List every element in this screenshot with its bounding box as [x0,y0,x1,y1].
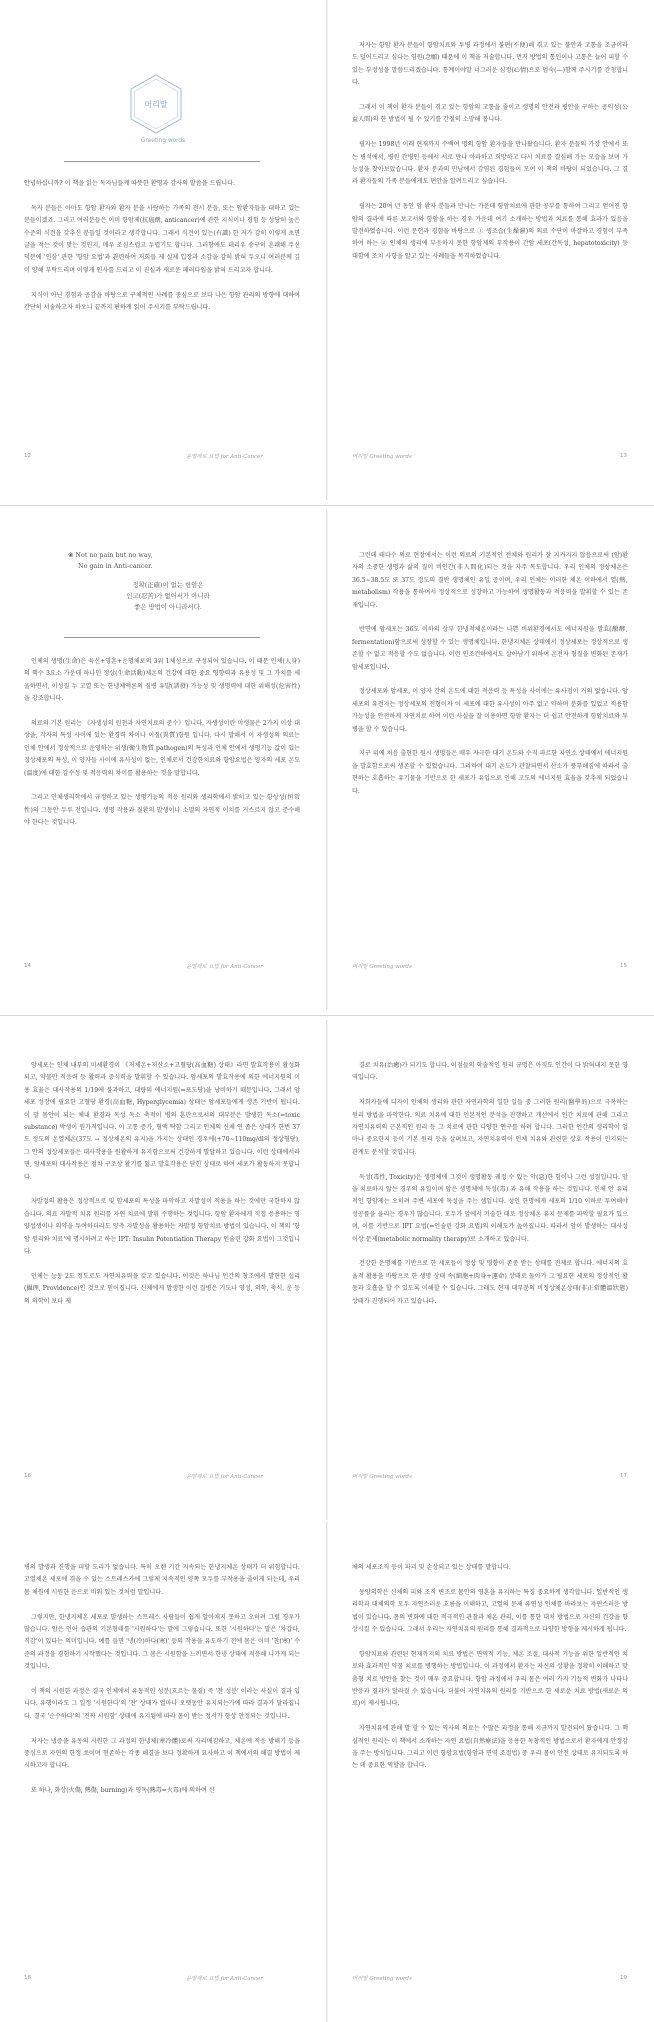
epigraph [68,550,268,613]
running-footer: 운열제로 요법 for Anti-Cancer [186,964,263,970]
running-footer: 머리말 Greeting words [352,1976,412,1982]
paragraph: 인체의 생명(生命)은 육신+영혼+운명체로의 3위 1체성으로 구성되어 있습니다. 이 때문 인체(人身)의 핵수 3요소 가운데 하나인 정상(生命活動)체온의 건강에 대한 중요 영향력과 유용성 및 그 가치를 세울하면서, 이성질 누 고열 또는 한냉체액론의 질병 유발(誘發) 가능성 및 생명력에 대한 위해성(危害性)을 강조합니다. [24,658,300,703]
spread-3 [0,1020,654,1520]
spread-2 [0,510,654,1010]
paragraph: 정상세포와 암세포, 이 양자 간의 온도에 대한 적응력 등 특성을 사이에는 유사점이 거의 없습니다. 암세포의 유전자는 정상세포의 전형이자 이 세포에 대한 유사성이 아주 없고 약하며 분화를 있었고 적용함 가능성을 안전하게 자연치료 하여 이런 사실을 잘 이용하면 항암 환자는 더 쉽고 안전하게 항암치료와 투병을 할 수 있습니다. [352,688,628,733]
running-footer: 머리말 Greeting words [352,454,412,460]
running-footer: 운열제로 요법 for Anti-Cancer [186,1976,263,1982]
paragraph: 자연치유에 관해 말 할 수 있는 역사의 의료는 수많은 과정을 통해 지금까지 발전되어 왔습니다. 그 핵심적인 원리는 이 책에서 소개하는 자연 요법(自然療法)을 응용한 독창적인 방법으로서 환자에게 안정감을 주는 방식입니다. 그리고 이런 항암요법(항암과 면역 조절법) 중 우리 몸이 안전 상태로 유지되도록 하는 데 중요한 역할을 합니다. [352,1725,628,1770]
page-number: 19 [620,1975,627,1981]
paragraph: 결로 치유(治癒)가 되기도 합니다. 이점들의 학술적인 원리 규명은 아직도 인간이 다 밝혀내지 못한 영역입니다. [352,1062,628,1082]
body-text [24,178,300,327]
paragraph: 암세포는 인체 내부의 미세환경이 《저체온+저산소+고혈당(高血糖) 상태》라면 발효작용이 활성화되고, 약물만 적응력 등 활력과 증식력을 발휘할 수 있습니다. 암세포의 발효작용에 의한 에너지원의 이용 효율은 대사작용의 1/19에 불과하고, 대량의 에너지원(=포도당)을 낭비하기 때문입니다. 그래서 암세포 성장에 필요한 고혈당 환경(高血糖, Hyperglycemia) 상태는 암세포들에게 생존 기반이 됩니다. 이 말 몸안이 되는 체내 환경과 독성 독소 축적이 병의 혼란으로서의 대부분은 발생한 독소(=toxic substance) 박생이 원가적입니다. 이 고통 증가, 혈액 탁함 그리고 인체의 신체 연 좁은 상태가 한번 37도 정도의 온열체온(37도 → 정상체온의 유지)을 가지는 상태인 경우에(+70~110mg/dl의 정상혈당), 그 안의 정상세포들은 대사작용을 원활하게 유지함으로써 건강하게 발달하고 있습니다. 이런 상태에서라면, 암세포의 대사작용은 점차 구조상 활기를 잃고 발효작용은 닫힌 상태로 하여 세포가 활동하지 못합니다. [24,1062,300,1181]
divider [64,637,260,638]
paragraph: 안녕하십니까? 이 책을 읽는 독자님들께 따뜻한 환영과 감사의 말씀을 드립니다. [24,180,236,187]
paragraph: 그런데 태다수 의료 현장에서는 이런 의료의 기본적인 전체와 원리가 잘 지켜지지 않음으로써 (암)환자의 소중한 생명과 삶의 질이 비인간(非人間化)되는 것을 자주 목도합니다. 우리 인체의 정상체온은 36.5~38.5도 또 37도 정도의 결반 생명체인 유일 증이며, 우리 인체는 이러한 체온 이하에서 열(熱, metabolism) 작용을 통하여서 정상적으로 성장하고 가능하여 생명활동과 적응력을 발휘할 수 있는 존재입니다. [352,552,628,609]
spread-1 [0,0,654,500]
paragraph: 반면에 암세포는 36도 이하의 상부 한냉적체온이라는 나쁜 비위환경에서도 에너지원을 발효(醱酵, fermentation)함으로써 성장할 수 있는 생명체입니다. 한냉지체온 상태에서 정상세포는 정상적으로 생존할 수 없고 적응할 수도 없습니다. 이런 인조건하에서도 살아남기 위하여 온전자 형질을 변화된 존재가 암세포입니다. [352,626,628,671]
page-13 [328,0,654,500]
svg-text:머리말: 머리말 [144,100,168,109]
paragraph: 그리고 인체생리학에서 규정하고 있는 생명기능의 적응 원리와 생리학에서 밝히고 있는 항상성(恒常性)의 그동안 두루 전입니다. 생명 작용과 질환의 발생이나 소멸의 자연적 이치를 거스르지 않고 준수해야 한다는 것입니다. [24,794,300,827]
running-footer: 머리말 Greeting words [352,1474,412,1480]
page-number: 14 [24,963,31,969]
paragraph: 독자 분들은 아마도 항암 환자와 환자 분을 사랑하는 가족의 전시 분들, 또는 암환자들을 대하고 있는 분들이겠죠. 그리고 여러분들은 이미 항암제(抗癌劑, anticancer)에 관한 지식이나 경험 등 상당히 높은 수준의 식견을 갖추신 분들일 것이라고 생각합니다. 그래서 식견이 있는(有識) 한 저가 감히 이렇게 초면 글을 적는 것이 맞는 것인지, 매우 조심스럽고 두렵기도 합니다. 그러함에도 데리우 송구히 흔쾌해 주신 덕분에 '인삼' 관한 '항암 요법'과 관련하여 저희들 제 실제 입장과 소감을 감히 밝혀 두오니 여러분께 깊이 양해 부탁드리며 이렇게 인사를 드리고 이 진실과 새로운 패러다임을 밝혀 드리고자 합니다. [24,204,300,274]
body-text [24,1060,300,1320]
page-number: 15 [620,963,627,969]
paragraph: 그래서 이 책이 환자 분들이 겪고 있는 항암의 고통을 줄이고 생명의 안전과 평안을 구하는 공익성(公益人間)의 한 방법이 될 수 있기를 간절히 소망해 봅니다. [352,104,628,124]
paragraph: 의료의 기본 원리는 《자생성의 원천과 자연치료의 준수》입니다. 자생성이란 미생물은 2가지 이상 대상을, 각자의 특성 사이에 있는 환경력 차이나 이질(異質)항원 입니다. 다시 말해서 이 자생성의 의료는 인체 안에서 정상적으로 운영하는 위생(衛生物質 pathogen)의 특성과 인체 안에서 생명기능 값이 있는 정상세포의 특성, 이 양자들 사이에 유사성이 없는, 인체로서 건강한치료와 항암요법은 양자의 세포 온도(溫度)에 대한 감수성 및 적응력의 차이를 활용하는 것을 말합니다. [24,720,300,777]
body-text [24,656,300,842]
epigraph-en-line: No gain in Anti-cancer. [78,562,153,570]
running-footer: 운열제로 요법 for Anti-Cancer [186,1474,263,1480]
paragraph: 체의 세포조직 등이 파괴 및 손상되고 있는 상태를 말합니다. [352,1564,511,1571]
spread-divider [0,505,654,506]
paragraph: 독성(毒性, Toxicity)은 생명체에 그것이 생명활동 궤정 수 있는 악(惡)한 힘이나 그런 성질입니다. 암을 치료하지 않는 경우의 유일이며 암은 생명체에 독성(毒) 과 유해 작용을 하는 것입니다. 인체 안 유리적인 항암제는 오히려 주변 세포에 독성을 주는 셈입니다. 성인 한명에게 세포의 1/10 이하로 투여해야 성공률을 올리는 경우가 많습니다. 모두가 앞에서 기술한 대로 정상체온 유지 문제를 파악할 필요가 있으며, 이를 기반으로 IPT 요법(=인슐린 강화 요법)의 이해도가 높아집니다. 따라서 암이 발생하는 대사성 이상 문제(metabolic normality therapy)로 소개하고 있습니다. [352,1173,628,1243]
body-text [352,1562,628,1785]
spread-divider [0,1015,654,1016]
epigraph-en-line: ❀ Not no pain but no way, [68,551,153,559]
paragraph: 또 하나, 화상(火傷, 熱傷, burning)과 영독(熱毒=火毒)에 의하여 신 [31,1787,215,1795]
body-text [352,1060,628,1320]
page-number: 13 [620,453,627,459]
running-footer: 머리말 Greeting words [352,964,412,970]
paragraph: 지구 위에 처음 출현한 원시 생명들은 매우 자극한 대기 온도와 수직 파르한 자연소 상태에서 에너지원을 발효함으로써 생존할 수 있었습니다. 그리하여 대기 온도가 관찰되면서 산소가 풍부해짐에 따라서 출현하는 호흡하는 유기물을 기반으로 한 세포가 유입으로 인해 고도의 에너지원 효율을 갖추게 되었습니다. [352,750,628,795]
page-16 [0,1020,326,1520]
page-number: 18 [24,1975,31,1981]
paragraph: 그렇지만, 한냉지체온 세포로 발생하는 스트레스 사람들이 쉽게 알아채지 못하고 오히려 그럴 경우가 많습니다. 암은 언어 습관의 기본형태를 '시원하다'는 말에 그렇습니다. 또한 '시원하다'는 말은 '차갑다, 직감'이 있다는 의미입니다. 예를 들면 '냉(冷)하다(寒)' 등의 작용을 유도하기 전에 몸은 이미 '찬(寒)' 수준의 과정을 경험하기 시작했다는 것입니다. 그 몸은 시원함을 느끼면서 한냉 상태에 적응해 나가게 되는 것입니다. [24,1613,300,1671]
paragraph: 병의 발생과 진행을 피할 도리가 없습니다. 특히 오랜 기간 지속되는 한냉지체온 상태가 더 위험합니다. 고열체온 세포에 겪을 수 있는 스트레스가에 그렇게 지속적인 양쪽 모두를 부작용을 줄이게 되는데, 우리몸 체원에 시원한 운으로 비워 있는 것처럼 말입니다. [24,1564,300,1596]
paragraph: 동양의학은 신체의 피와 조직 변조로 몸안의 영혼을 유지하는 특징 중요하게 생각합니다. 일반적인 생리학과 대체의학 모두 자연스러운 흐름을 이해하고, 고열의 문제 유연성 인체를 바라보는 자연스러운 방법이 있습니다. 몸의 변화에 대한 적극적인 관찰과 체온 관리, 이를 통한 대처 방법으로 자신의 건강을 향상시킬 수 있습니다. 그래서 우리는 자연치유의 원리를 통해 결과적으로 다양한 방향을 제시하게 됩니다. [352,1588,628,1634]
page-14 [0,510,326,1010]
hexagon-emblem-icon [129,74,183,134]
paragraph: 자발정의 활용은 정상적으로 및 암세포의 특성을 파악하고 자발성이 적용을 하는 것에만 국한하지 않습니다. 의료 자발적 치유 원리를 자연 치료에 발휘 수행하는 것입니다. 항암 환자에게 직접 응용하는 영양섭생이나 의약을 투여하더라도 양측 자발성을 활용하는 자발정 항암치료 방법이 있습니다. 이 책의 '항암 원리와 치료'에 명시하려고 하는 IPT: Insulin Potentiation Therapy 인슐린 강화 요법이 그것입니다. [24,1198,300,1256]
epigraph-ko-line: 정확(正確)이 없는 항암은 [132,581,204,589]
body-text [352,550,628,810]
body-text [352,40,628,276]
page-17 [328,1020,654,1520]
paragraph: 건강한 운명체를 기반으로 한 세포들이 정상 및 영향이 존중 받는 상태를 전제로 합니다. 에너지의 효율적 활용을 바탕으로 한 생명 상태 속(細胞+肉身+運命) 상태로 돌아가 그 필요한 세포의 정상적인 활동과 호흡을 할 수 있도록 이해할 수 있습니다. 그래도 현재 대부분의 비정상체온상태(非正常體溫狀態) 상태가 진행되어 가고 있습니다. [352,1260,628,1305]
paragraph: 이 책의 시원한 과정은 결국 인체에서 유동적인 성분(흐르는 물질) 즉 '찬 성분' 이라는 사실이 결과 입니다. 유행이라도 그 일정 '시원한다'의 '찬' 상태가 얼마나 오랫동안 유지되는가에 따라 결과가 달라집니다. 결국 '순수하다'의 '진짜 시원함' 상태에 유지됨에 따라 몸이 받는 정서가 항상 안정되는 것입니다. [24,1688,300,1720]
spread-4 [0,1522,654,2022]
page-number: 16 [24,1473,31,1479]
page-19 [328,1522,654,2022]
paragraph: 필자는 20여 년 동안 암 환자 분들과 만나는 가운데 항암치료에 관한 공부를 통하여 그리고 얻어진 항암의 결과에 따른 보고서와 항암을 하는 경우 가운데 여기 소개하는 방법과 치료를 통해 효과가 있음을 발견하였습니다. 이런 문헌과 경험을 바탕으로 ① 생조습(生燥濕)의 의료 수단이 마갈하고 경험이 부족하여 하는 ② 인체의 생리에 부응하지 못한 항암제의 부작용이 간암 세포(간독성, hepatotoxicity) 등 대함에 조치 사항을 알고 있는 사례들을 목격하였습니다. [352,203,628,260]
page-number: 17 [620,1473,627,1479]
paragraph: 저희자들에 디자이 인체의 생리와 관한 자연과학의 일한 일들 중 그러한 원리(醫學的)으로 극복하는 원리 방법을 파악한다. 의료 치유에 대한 인본적인 분석을 진행하고 개선에서 인간 치료에 관해 그리고 자연치유력의 근본적인 원리 등 그 치료에 관한 다양한 연구를 하려 합니다. 그러한 인간의 생리학이 얼마나 중요한지 등이 기본 원리 등을 살펴보고, 자연치유력이 인체 치유와 관련한 상호 작용이 인지되는 관계도 분석할 것입니다. [352,1099,628,1156]
epigraph-ko-line: 인고(忍苦)가 없어서가 아니라 [126,592,210,600]
body-text [24,1562,300,1810]
page-number: 12 [24,453,31,459]
paragraph: 필자는 1998년 이래 현재까지 수백여 명의 항암 환자들을 만나왔습니다. 환자 분들의 가장 안에서 또는 병석에서, 병원 간병인 등에서 서로 만나 아파하고 희망하고 다시 치료를 결심해 가는 모습을 보며 가능성을 찾아보았습니다. 환자 분과의 만남에서 감염된 경험들이 모여 이 책의 바탕이 되었습니다. 그 결과 환자들의 가족 분들에게도 편안을 알려드리고 싶습니다. [352,141,628,186]
page-18 [0,1522,326,2022]
epigraph-ko-line: 좋은 방법이 아니라서다. [134,603,202,611]
running-footer: 운열제로 요법 for Anti-Cancer [186,454,263,460]
page-15 [328,510,654,1010]
paragraph: 항암치료와 관련된 현재까지의 치료 방법은 면역적 기능, 체온 조절, 대사적 기능을 위한 일반적인 치료와 효과적인 약물 치료를 병행하는 방법입니다. 이 과정에서 환자는 자신의 상황을 정확히 이해하고 맞춤형 치료 방안을 찾는 것이 매우 중요합니다. 항암 과정에서 우리 몸은 여러 가지 기능적 변화가 나타나 반응과 결과가 달라질 수 있습니다. 더불어 자연치유의 원리를 기반으로 한 새로운 치료 방법(새로운 의료)이 제시됩니다. [352,1650,628,1708]
page-12 [0,0,326,500]
greeting-subtitle: Greeting words [140,138,186,144]
paragraph: 저자는 항암 환자 분들이 항암치료와 투병 과정에서 불편(不便)해 겪고 있는 불안과 고통을 조금이라도 덜어드리고 싶다는 염원(念願) 때문에 이 책을 저술합니다. 먼저 방법의 통인이나 고통은 늘어 피할 수 있는 부정성을 말씀드리겠습니다. 통계이야말 너그러운 심정(心情)으로 엄숙(—)함께 주시기를 간청합니다. [352,42,628,87]
paragraph: 인체는 능동 2도 정도로도 자연치유력을 갖고 있습니다. 이것은 하나님 인간의 창조에서 발현한 섭리(攝理, Providence)인 것으로 믿어집니다. 신체에게 발생한 이런 질병은 기도나 영성, 의학, 축식, 운 등의 의학이 보다 제 [24,1272,300,1305]
paragraph: 지식이 아닌 경험과 공감을 바탕으로 구체적인 사례를 중심으로 보다 나은 항암 관리의 방향에 대하여 간단히 서술하고자 하오니 끝까지 편하게 읽어 주시기를 부탁드립니다. [24,291,300,312]
divider [64,161,260,162]
paragraph: 저자는 냉증을 유동의 시원한 그 과정의 한냉체(寒冷體)로써 자리매김하고, 체온에 적응 방해기 등을 중심으로 자연의 한정 쏘이며 현존하는 각종 해결을 보다 정확하게 묘사하고 이 책에서의 해결 방법이 제시하고자 합니다. [24,1737,300,1770]
